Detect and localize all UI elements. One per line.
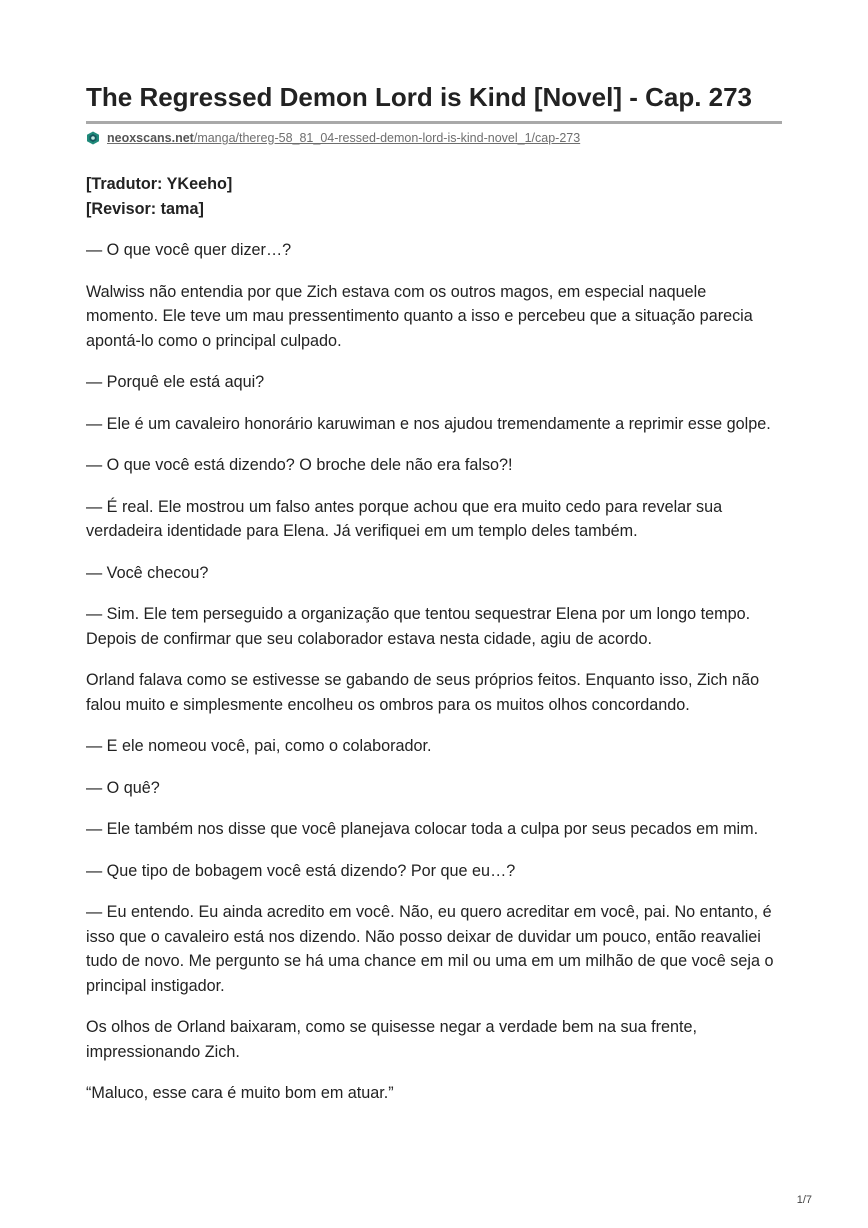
source-line <box>86 129 580 147</box>
paragraph: — Ele é um cavaleiro honorário karuwiman e nos ajudou tremendamente a reprimir esse golpe. <box>86 414 771 433</box>
paragraph: — É real. Ele mostrou um falso antes porque achou que era muito cedo para revelar sua verdadeira identidade para Elena. Já verifiquei em um templo deles também. <box>86 497 723 540</box>
site-favicon-icon <box>86 131 100 145</box>
paragraph: — E ele nomeou você, pai, como o colaborador. <box>86 737 432 755</box>
paragraph: — Eu entendo. Eu ainda acredito em você. Não, eu quero acreditar em você, pai. No entanto, é isso que o cavaleiro está nos dizendo. Não posso deixar de duvidar um pouco, então reavaliei tudo de novo. Me pergunto se há uma chance em mil ou uma em um milhão de que você seja o principal instigador. <box>86 903 774 995</box>
paragraph: — Ele também nos disse que você planejava colocar toda a culpa por seus pecados em mim. <box>86 820 759 838</box>
paragraph: Walwiss não entendia por que Zich estava com os outros magos, em especial naquele momento. Ele teve um mau pressentimento quanto a isso e percebeu que a situação parecia apontá-lo como o principal culpado. <box>86 282 753 350</box>
paragraph: — O quê? <box>86 778 160 797</box>
paragraph: — O que você quer dizer…? <box>86 241 292 259</box>
reviser-credit: [Revisor: tama] <box>86 199 204 218</box>
paragraph: Orland falava como se estivesse se gabando de seus próprios feitos. Enquanto isso, Zich não falou muito e simplesmente encolheu os ombros para os muitos olhos concordando. <box>86 671 760 714</box>
paragraph: — Você checou? <box>86 563 209 582</box>
paragraph: — Sim. Ele tem perseguido a organização que tentou sequestrar Elena por um longo tempo. Depois de confirmar que seu colaborador estava nesta cidade, agiu de acordo. <box>86 605 751 648</box>
translator-credit: [Tradutor: YKeeho] <box>86 175 233 193</box>
title-divider <box>86 121 782 124</box>
paragraph: — O que você está dizendo? O broche dele não era falso?! <box>86 456 513 474</box>
source-path: /manga/thereg-58_81_04-ressed-demon-lord-is-kind-novel_1/cap-273 <box>193 131 581 145</box>
paragraph: “Maluco, esse cara é muito bom em atuar.” <box>86 1084 394 1102</box>
paragraph: Os olhos de Orland baixaram, como se quisesse negar a verdade bem na sua frente, impressionando Zich. <box>86 1018 697 1061</box>
source-url-link[interactable] <box>107 131 580 145</box>
chapter-content <box>86 172 782 1123</box>
paragraph: — Porquê ele está aqui? <box>86 373 265 391</box>
paragraph: — Que tipo de bobagem você está dizendo? Por que eu…? <box>86 861 516 880</box>
page-number: 1/7 <box>796 1194 812 1206</box>
source-domain: neoxscans.net <box>107 131 194 145</box>
page-title: The Regressed Demon Lord is Kind [Novel] - Cap. 273 <box>86 82 753 112</box>
credits-block <box>86 172 782 221</box>
